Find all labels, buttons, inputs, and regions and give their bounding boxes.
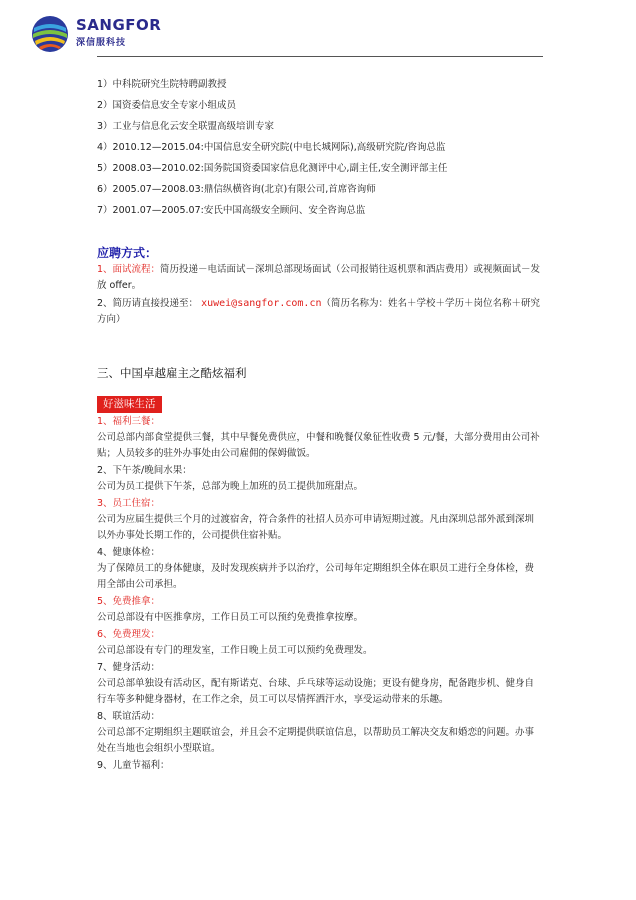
welfare-item-title: 9、儿童节福利： [97,760,170,771]
cv-item: 7）2001.07—2005.07:安氏中国高级安全顾问、安全咨询总监 [97,205,366,216]
welfare-item-title: 8、联谊活动： [97,711,161,722]
welfare-item-body: 为了保障员工的身体健康，及时发现疾病并予以治疗，公司每年定期组织全体在职员工进行全身体检，费用全部由公司承担。 [97,563,535,590]
welfare-item-body: 公司为员工提供下午茶，总部为晚上加班的员工提供加班甜点。 [97,481,364,492]
cv-item: 5）2008.03—2010.02:国务院国资委国家信息化测评中心,副主任,安全测评部主任 [97,163,448,174]
cv-item: 2）国资委信息安全专家小组成员 [97,100,237,111]
header-divider [97,56,543,57]
welfare-list [97,414,543,774]
apply-line-1-label: 1、面试流程： [97,264,161,275]
cv-list [97,78,543,218]
email-link[interactable]: xuwei@sangfor.com.cn [201,298,322,309]
brand-name: SANGFOR [76,16,162,34]
cv-item: 6）2005.07—2008.03:鼎信纵横咨询(北京)有限公司,首席咨询师 [97,184,376,195]
welfare-item-body: 公司总部设有中医推拿房，工作日员工可以预约免费推拿按摩。 [97,612,364,623]
apply-line-2 [97,296,543,328]
welfare-item-title: 4、健康体检： [97,547,161,558]
page-header [30,14,550,60]
cv-item: 4）2010.12—2015.04:中国信息安全研究院(中电长城网际),高级研究院/咨询总监 [97,142,446,153]
cv-item: 1）中科院研究生院特聘副教授 [97,79,227,90]
apply-section-title: 应聘方式： [97,246,158,260]
apply-line-2-label: 2、简历请直接投递至： [97,298,199,309]
welfare-item-body: 公司总部不定期组织主题联谊会，并且会不定期提供联谊信息，以帮助员工解决交友和婚恋的问题。办事处在当地也会组织小型联谊。 [97,727,535,754]
welfare-item-title: 5、免费推拿： [97,596,161,607]
welfare-item-body: 公司总部内部食堂提供三餐，其中早餐免费供应，中餐和晚餐仅象征性收费 5 元/餐，大部分费用由公司补贴；人员较多的驻外办事处由公司雇佣的保姆做饭。 [97,432,540,459]
welfare-item-body: 公司为应届生提供三个月的过渡宿舍，符合条件的社招人员亦可申请短期过渡。凡由深圳总部外派到深圳以外办事处长期工作的，公司提供住宿补贴。 [97,514,535,541]
apply-line-1-text: 简历投递－电话面试－深圳总部现场面试（公司报销往返机票和酒店费用）或视频面试－发放 offer。 [97,264,541,291]
welfare-item-title: 1、福利三餐： [97,416,161,427]
welfare-badge: 好滋味生活 [97,396,162,413]
welfare-item-title: 7、健身活动： [97,662,161,673]
welfare-item-title: 3、员工住宿： [97,498,161,509]
sangfor-globe-logo-icon [30,14,70,54]
welfare-item-body: 公司总部设有专门的理发室，工作日晚上员工可以预约免费理发。 [97,645,373,656]
welfare-section-title: 三、中国卓越雇主之酷炫福利 [97,366,247,380]
brand-subtitle: 深信服科技 [76,38,127,48]
document-body [97,78,543,774]
cv-item: 3）工业与信息化云安全联盟高级培训专家 [97,121,275,132]
apply-line-2-text: （简历名称为：姓名＋学校＋学历＋岗位名称＋研究方向） [97,298,541,325]
welfare-item-title: 6、免费理发： [97,629,161,640]
apply-line-1 [97,262,543,294]
welfare-item-title: 2、下午茶/晚间水果： [97,465,192,476]
welfare-item-body: 公司总部单独设有活动区，配有斯诺克、台球、乒乓球等运动设施；更设有健身房，配备跑步机、健身自行车等多种健身器材，在工作之余，员工可以尽情挥洒汗水，享受运动带来的乐趣。 [97,678,535,705]
